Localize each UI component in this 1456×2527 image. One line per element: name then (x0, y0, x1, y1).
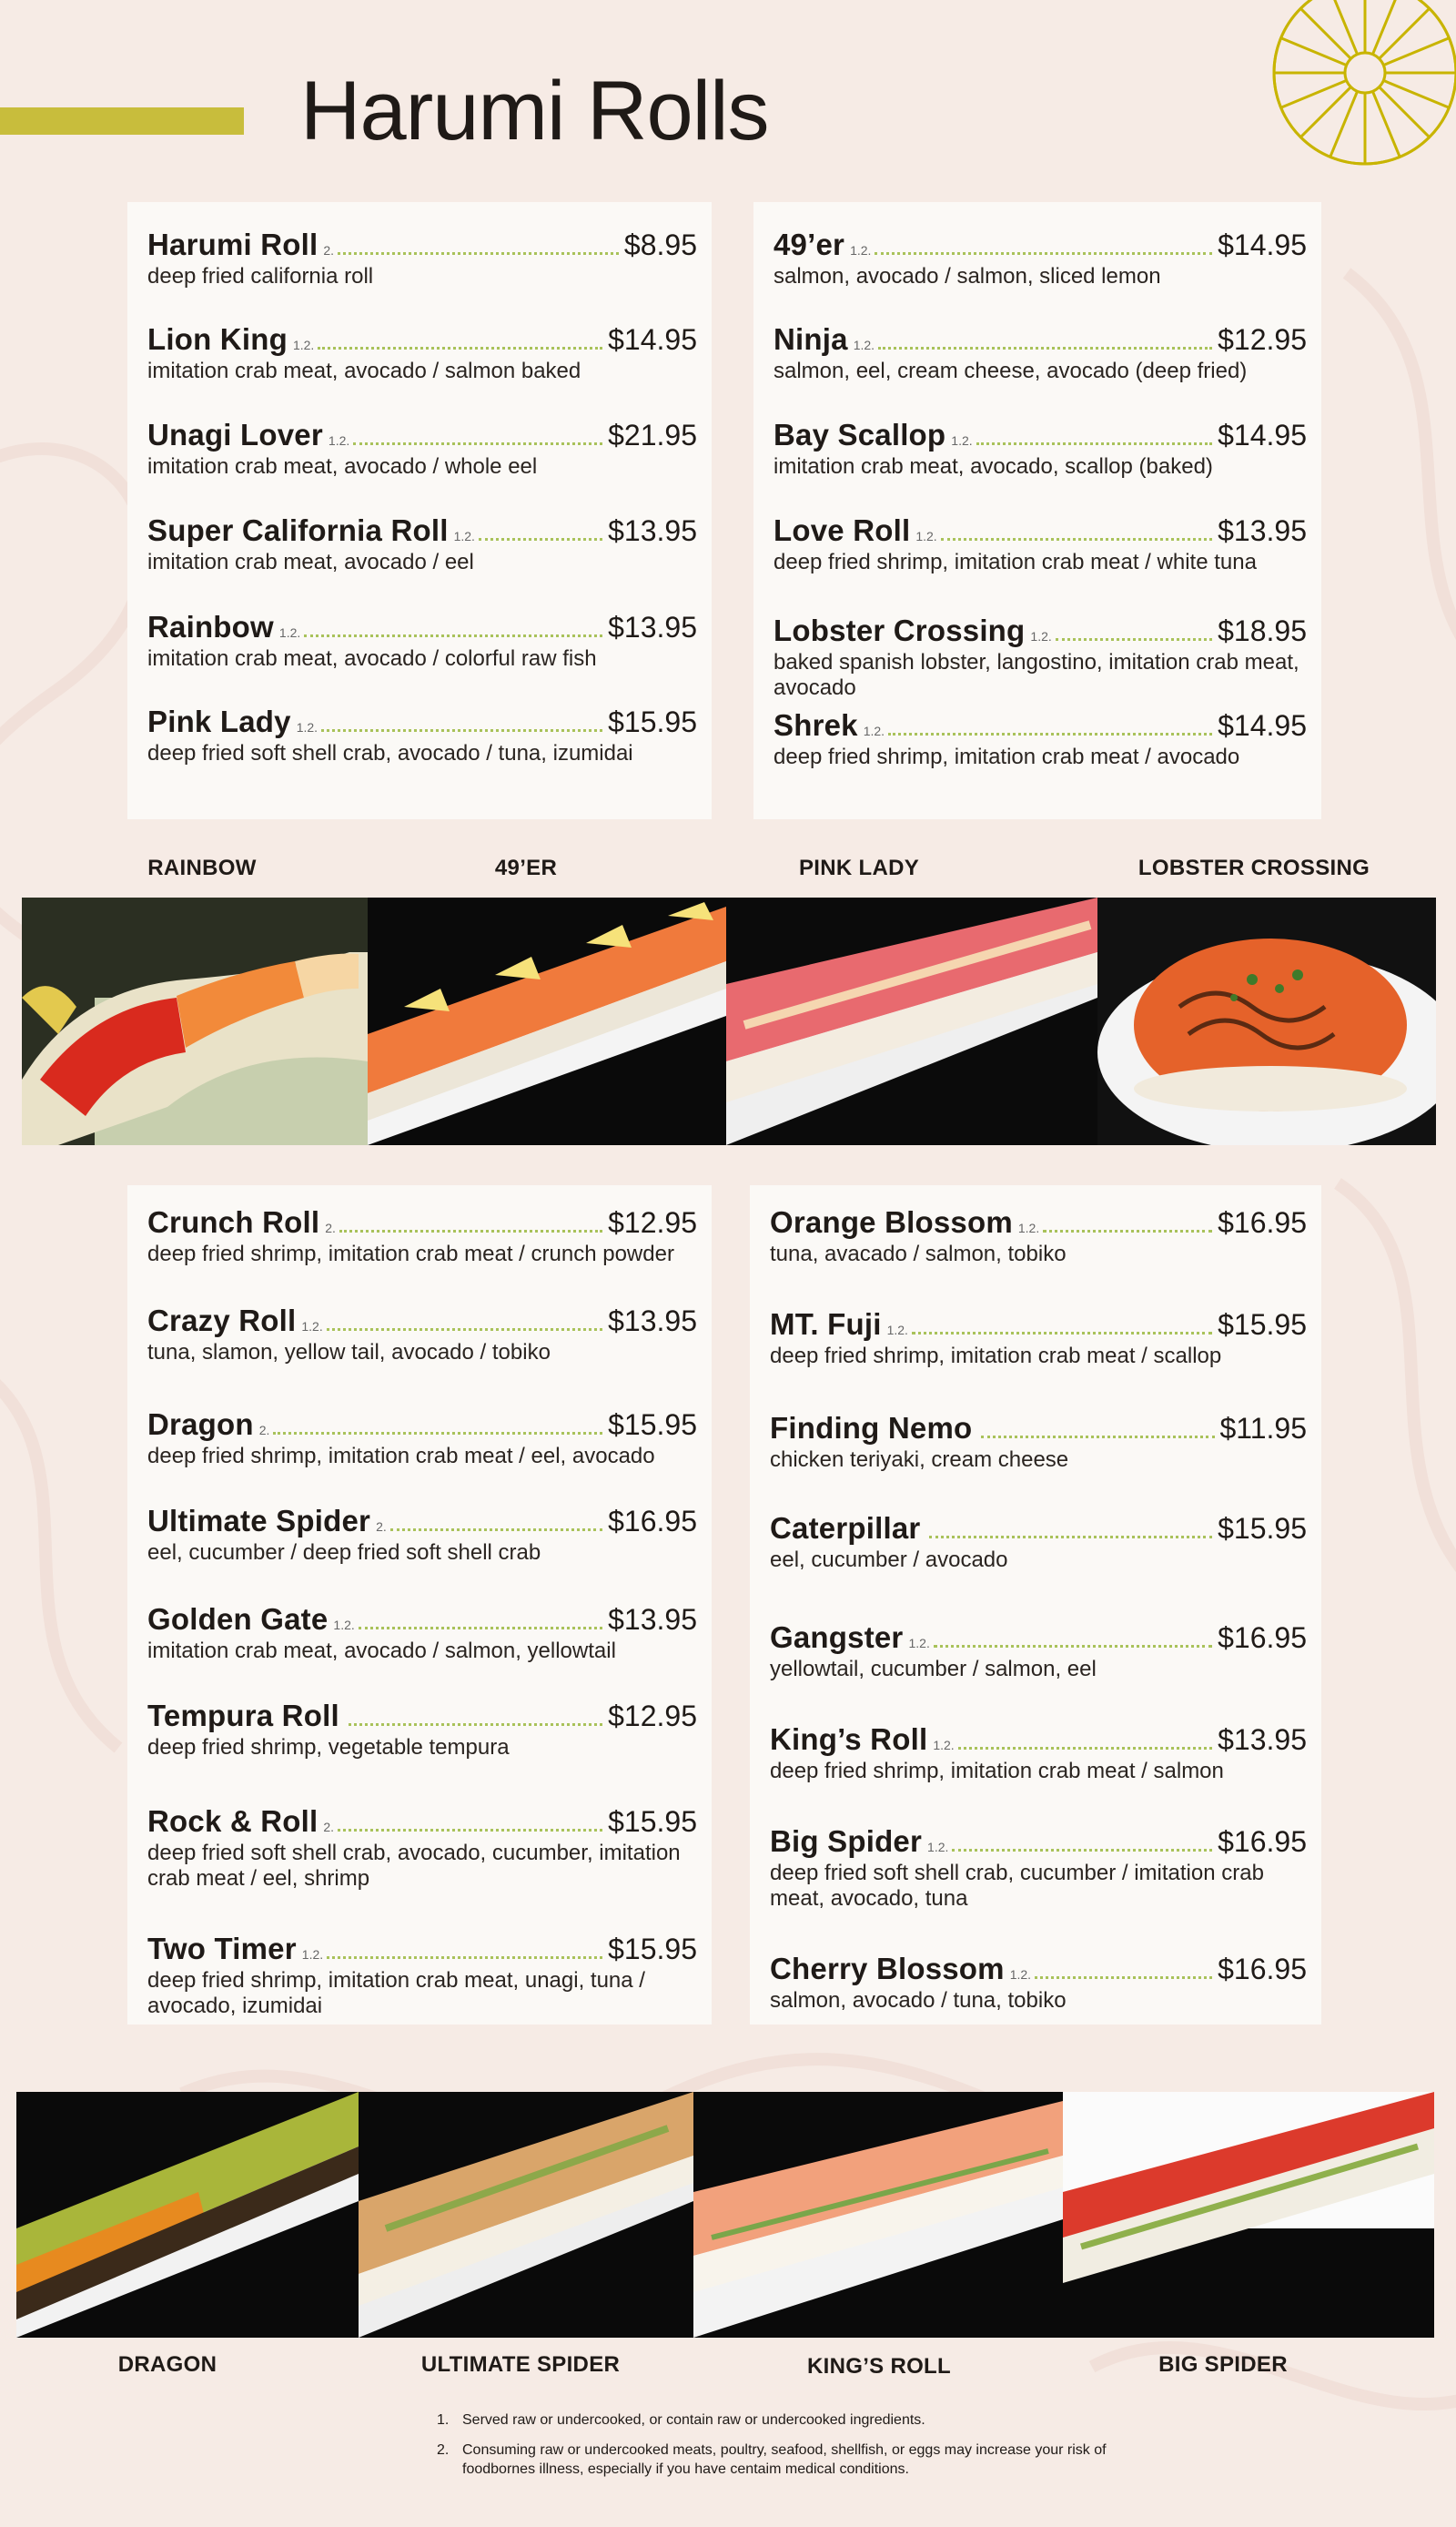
menu-item-header (770, 1511, 1307, 1546)
petal-arc (1300, 137, 1330, 157)
dotted-leader (338, 1829, 602, 1832)
menu-item-49er (774, 228, 1307, 289)
petal-arc (1400, 0, 1429, 8)
menu-item-note: 1.2. (933, 1738, 955, 1752)
menu-item-header (774, 513, 1307, 548)
menu-item-name: King’s Roll (770, 1722, 928, 1756)
menu-item-note: 1.2. (850, 243, 872, 258)
menu-item-header (147, 1304, 697, 1338)
menu-item-description: deep fried soft shell crab, avocado / tuna, izumidai (147, 741, 633, 766)
menu-item-name: 49’er (774, 228, 845, 261)
menu-item-rock-and-roll (147, 1804, 697, 1892)
menu-item-price: $15.95 (608, 1805, 697, 1838)
menu-item-pink-lady (147, 705, 697, 766)
petal-line (1383, 80, 1449, 107)
menu-item-header (770, 1824, 1307, 1859)
menu-item-name: Super California Roll (147, 513, 449, 547)
photo-kings-roll (693, 2092, 1063, 2338)
menu-item-name: Crazy Roll (147, 1304, 297, 1337)
menu-item-note: 1.2. (908, 1636, 930, 1650)
menu-item-tempura-roll (147, 1699, 697, 1761)
menu-item-price: $15.95 (608, 705, 697, 738)
menu-item-name: Cherry Blossom (770, 1952, 1005, 1985)
menu-item-cherry-blossom (770, 1952, 1307, 2014)
menu-item-price: $15.95 (608, 1933, 697, 1965)
dotted-leader (1056, 638, 1212, 641)
dotted-leader (976, 442, 1212, 445)
menu-item-price: $21.95 (608, 419, 697, 452)
menu-item-price: $11.95 (1219, 1412, 1307, 1445)
dotted-leader (339, 1230, 602, 1233)
menu-item-price: $15.95 (608, 1408, 697, 1441)
menu-item-price: $16.95 (1218, 1206, 1307, 1239)
footnote (437, 2441, 1128, 2479)
menu-item-name: Crunch Roll (147, 1205, 320, 1239)
menu-item-description: imitation crab meat, avocado / colorful raw fish (147, 646, 597, 671)
menu-item-description: deep fried soft shell crab, avocado, cucumber, imitation crab meat / eel, shrimp (147, 1841, 681, 1891)
menu-item-rainbow (147, 610, 697, 672)
footnote (437, 2410, 1128, 2430)
dotted-leader (479, 538, 602, 541)
petal-arc (1274, 73, 1281, 107)
menu-item-description: deep fried shrimp, imitation crab meat / eel, avocado (147, 1444, 655, 1468)
petal-arc (1430, 8, 1450, 37)
menu-item-name: Dragon (147, 1407, 254, 1441)
menu-item-header (774, 322, 1307, 357)
menu-item-description: tuna, slamon, yellow tail, avocado / tobiko (147, 1340, 551, 1365)
petal-line (1380, 87, 1430, 137)
menu-item-note: 2. (323, 243, 335, 258)
menu-item-note: 1.2. (1009, 1967, 1032, 1982)
menu-item-description: deep fried california roll (147, 264, 374, 289)
menu-item-two-timer (147, 1932, 697, 2019)
dotted-leader (1043, 1230, 1212, 1233)
photo-lobster-crossing-roll (1097, 898, 1436, 1145)
menu-item-header (774, 708, 1307, 743)
dotted-leader (1035, 1976, 1212, 1979)
menu-item-price: $12.95 (608, 1700, 697, 1732)
menu-item-description: deep fried shrimp, imitation crab meat / scallop (770, 1344, 1222, 1368)
menu-item-mt-fuji (770, 1307, 1307, 1369)
menu-item-gangster (770, 1620, 1307, 1682)
dotted-leader (327, 1328, 602, 1331)
dotted-leader (952, 1849, 1212, 1852)
menu-item-price: $8.95 (623, 228, 697, 261)
menu-item-price: $13.95 (608, 611, 697, 644)
menu-item-note: 1.2. (301, 1319, 323, 1334)
petal-arc (1274, 38, 1281, 73)
menu-item-header (147, 1205, 697, 1240)
menu-item-price: $14.95 (1218, 228, 1307, 261)
menu-item-note: 1.2. (1017, 1221, 1040, 1235)
menu-item-name: Orange Blossom (770, 1205, 1013, 1239)
petal-line (1281, 38, 1347, 66)
menu-item-name: Rainbow (147, 610, 274, 644)
menu-item-price: $14.95 (1218, 419, 1307, 452)
footnote-number: 2. (437, 2442, 450, 2458)
menu-item-description: deep fried soft shell crab, cucumber / imitation crab meat, avocado, tuna (770, 1861, 1264, 1911)
menu-item-golden-gate (147, 1602, 697, 1664)
menu-item-header (147, 705, 697, 739)
menu-item-header (770, 1620, 1307, 1655)
menu-item-description: baked spanish lobster, langostino, imitation crab meat, avocado (774, 650, 1299, 700)
dotted-leader (318, 347, 602, 350)
dotted-leader (353, 442, 602, 445)
menu-item-love-roll (774, 513, 1307, 575)
menu-item-price: $14.95 (608, 323, 697, 356)
menu-item-lion-king (147, 322, 697, 384)
menu-item-header (770, 1205, 1307, 1240)
menu-item-name: Gangster (770, 1620, 904, 1654)
photo-dragon-roll (16, 2092, 359, 2338)
menu-item-price: $18.95 (1218, 614, 1307, 647)
dotted-leader (888, 733, 1212, 736)
menu-item-ultimate-spider (147, 1504, 697, 1566)
menu-item-price: $12.95 (1218, 323, 1307, 356)
petal-arc (1281, 8, 1301, 37)
menu-item-kings-roll (770, 1722, 1307, 1784)
menu-item-name: Finding Nemo (770, 1411, 973, 1445)
photo-49er-roll (368, 898, 726, 1145)
menu-item-price: $13.95 (608, 514, 697, 547)
photo-big-spider-roll (1063, 2092, 1434, 2338)
menu-item-header (147, 322, 697, 357)
menu-item-price: $13.95 (1218, 514, 1307, 547)
photo-rainbow-roll (22, 898, 368, 1145)
footnote-number: 1. (437, 2412, 450, 2428)
menu-item-name: Two Timer (147, 1932, 297, 1965)
petal-arc (1400, 137, 1429, 157)
dotted-leader (321, 729, 602, 732)
menu-item-note: 1.2. (1030, 629, 1052, 644)
menu-item-name: Lobster Crossing (774, 614, 1026, 647)
menu-item-note: 2. (376, 1519, 387, 1534)
menu-item-description: yellowtail, cucumber / salmon, eel (770, 1657, 1097, 1681)
petal-arc (1365, 157, 1400, 164)
menu-item-header (147, 228, 697, 262)
petal-arc (1430, 107, 1450, 137)
petal-arc (1300, 0, 1330, 8)
menu-item-price: $14.95 (1218, 709, 1307, 742)
menu-item-orange-blossom (770, 1205, 1307, 1267)
menu-item-description: eel, cucumber / deep fried soft shell crab (147, 1540, 541, 1565)
photo-pink-lady-roll (726, 898, 1097, 1145)
dotted-leader (958, 1747, 1212, 1750)
menu-item-header (147, 1699, 697, 1733)
petal-arc (1449, 73, 1456, 107)
menu-item-name: Rock & Roll (147, 1804, 318, 1838)
dotted-leader (875, 252, 1212, 255)
dotted-leader (327, 1956, 602, 1959)
menu-item-name: Golden Gate (147, 1602, 329, 1636)
photo-label-rainbow: RAINBOW (147, 856, 257, 880)
menu-item-price: $16.95 (1218, 1825, 1307, 1858)
menu-item-description: deep fried shrimp, imitation crab meat / crunch powder (147, 1242, 674, 1266)
menu-item-note: 1.2. (292, 338, 315, 352)
dotted-leader (349, 1723, 602, 1726)
menu-item-note: 1.2. (863, 724, 885, 738)
menu-item-header (147, 610, 697, 644)
menu-item-name: Ninja (774, 322, 848, 356)
menu-item-price: $15.95 (1218, 1308, 1307, 1341)
menu-item-description: salmon, avocado / tuna, tobiko (770, 1988, 1067, 2013)
menu-item-crunch-roll (147, 1205, 697, 1267)
menu-item-header (147, 1602, 697, 1637)
menu-item-name: Shrek (774, 708, 858, 742)
menu-item-price: $13.95 (608, 1304, 697, 1337)
photo-label-kings-roll: KING’S ROLL (807, 2354, 951, 2379)
menu-item-note: 1.2. (853, 338, 875, 352)
menu-item-lobster-crossing (774, 614, 1307, 701)
menu-item-note: 2. (325, 1221, 336, 1235)
menu-item-description: salmon, avocado / salmon, sliced lemon (774, 264, 1161, 289)
menu-item-header (147, 418, 697, 452)
menu-card-bottom-left (127, 1185, 712, 2025)
menu-item-dragon (147, 1407, 697, 1469)
menu-item-description: deep fried shrimp, imitation crab meat / salmon (770, 1759, 1224, 1783)
photo-label-ultimate-spider: ULTIMATE SPIDER (420, 2352, 621, 2377)
menu-item-description: imitation crab meat, avocado / whole eel (147, 454, 538, 479)
menu-item-description: tuna, avacado / salmon, tobiko (770, 1242, 1067, 1266)
dotted-leader (941, 538, 1212, 541)
menu-card-top-right (753, 202, 1321, 819)
chrysanthemum-icon (1230, 0, 1456, 200)
petal-line (1281, 80, 1347, 107)
menu-item-unagi-lover (147, 418, 697, 480)
menu-item-note: 1.2. (927, 1840, 949, 1854)
page-title: Harumi Rolls (300, 65, 769, 157)
menu-item-note: 1.2. (296, 720, 318, 735)
menu-item-name: Tempura Roll (147, 1699, 339, 1732)
menu-item-note: 1.2. (915, 529, 937, 543)
petal-arc (1281, 107, 1301, 137)
menu-item-ninja (774, 322, 1307, 384)
menu-item-name: Lion King (147, 322, 288, 356)
photo-label-pink-lady: PINK LADY (798, 856, 920, 880)
menu-item-bay-scallop (774, 418, 1307, 480)
menu-item-note: 1.2. (301, 1947, 324, 1962)
menu-item-description: imitation crab meat, avocado / salmon baked (147, 359, 581, 383)
menu-item-note: 1.2. (333, 1618, 355, 1632)
menu-card-top-left (127, 202, 712, 819)
petal-line (1372, 0, 1400, 55)
menu-item-description: deep fried shrimp, imitation crab meat, unagi, tuna / avocado, izumidai (147, 1968, 645, 2018)
menu-item-price: $16.95 (608, 1505, 697, 1538)
menu-item-name: MT. Fuji (770, 1307, 882, 1341)
petal-line (1383, 38, 1449, 66)
menu-item-description: salmon, eel, cream cheese, avocado (deep fried) (774, 359, 1248, 383)
menu-item-price: $13.95 (1218, 1723, 1307, 1756)
menu-item-price: $15.95 (1218, 1512, 1307, 1545)
petal-line (1330, 0, 1358, 55)
dotted-leader (878, 347, 1212, 350)
footnote-text: Served raw or undercooked, or contain raw or undercooked ingredients. (462, 2412, 925, 2428)
menu-item-header (770, 1952, 1307, 1986)
dotted-leader (912, 1332, 1212, 1335)
menu-item-header (770, 1307, 1307, 1342)
menu-item-description: chicken teriyaki, cream cheese (770, 1447, 1069, 1472)
photo-label-lobster-crossing: LOBSTER CROSSING (1138, 856, 1370, 880)
dotted-leader (390, 1528, 602, 1531)
petal-line (1300, 87, 1350, 137)
menu-item-big-spider (770, 1824, 1307, 1912)
menu-item-name: Love Roll (774, 513, 911, 547)
title-accent-bar (0, 107, 244, 135)
menu-item-name: Ultimate Spider (147, 1504, 371, 1538)
menu-item-description: deep fried shrimp, imitation crab meat / avocado (774, 745, 1240, 769)
menu-item-note: 1.2. (453, 529, 475, 543)
dotted-leader (934, 1645, 1212, 1648)
menu-item-description: deep fried shrimp, imitation crab meat / white tuna (774, 550, 1257, 574)
menu-item-name: Unagi Lover (147, 418, 323, 452)
dotted-leader (359, 1627, 602, 1629)
menu-item-header (147, 1932, 697, 1966)
dotted-leader (929, 1536, 1212, 1538)
menu-item-header (147, 1504, 697, 1538)
menu-item-price: $12.95 (608, 1206, 697, 1239)
menu-card-bottom-right (750, 1185, 1321, 2025)
petal-line (1330, 91, 1358, 157)
menu-item-description: imitation crab meat, avocado / salmon, yellowtail (147, 1639, 616, 1663)
menu-item-shrek (774, 708, 1307, 770)
petal-arc (1330, 157, 1365, 164)
dotted-leader (273, 1432, 602, 1435)
petal-line (1380, 8, 1430, 58)
photo-label-big-spider: BIG SPIDER (1158, 2352, 1288, 2377)
menu-item-harumi-roll (147, 228, 697, 289)
menu-item-header (774, 614, 1307, 648)
menu-item-name: Pink Lady (147, 705, 291, 738)
dotted-leader (304, 634, 602, 637)
menu-item-description: deep fried shrimp, vegetable tempura (147, 1735, 510, 1760)
menu-item-header (147, 1804, 697, 1839)
photo-ultimate-spider-roll (359, 2092, 693, 2338)
menu-item-header (770, 1411, 1307, 1446)
menu-item-name: Big Spider (770, 1824, 923, 1858)
menu-item-header (147, 513, 697, 548)
dotted-leader (338, 252, 619, 255)
menu-item-price: $16.95 (1218, 1621, 1307, 1654)
petal-line (1372, 91, 1400, 157)
footnotes (437, 2410, 1128, 2490)
menu-item-note: 2. (323, 1820, 335, 1834)
footnote-text: Consuming raw or undercooked meats, poultry, seafood, shellfish, or eggs may increase your risk of foodbornes illness, especially if you have centaim medical conditions. (462, 2442, 1107, 2477)
menu-item-crazy-roll (147, 1304, 697, 1365)
menu-item-header (774, 418, 1307, 452)
menu-item-header (774, 228, 1307, 262)
menu-item-name: Caterpillar (770, 1511, 921, 1545)
menu-item-note: 1.2. (278, 625, 301, 640)
menu-item-name: Bay Scallop (774, 418, 946, 452)
photo-label-49er: 49’ER (494, 856, 558, 880)
menu-item-note: 2. (258, 1423, 270, 1437)
menu-item-note: 1.2. (328, 433, 350, 448)
petal-arc (1449, 38, 1456, 73)
menu-item-finding-nemo (770, 1411, 1307, 1473)
dotted-leader (981, 1436, 1214, 1438)
menu-item-price: $13.95 (608, 1603, 697, 1636)
menu-item-name: Harumi Roll (147, 228, 318, 261)
menu-item-price: $16.95 (1218, 1953, 1307, 1985)
menu-item-description: imitation crab meat, avocado, scallop (baked) (774, 454, 1213, 479)
menu-item-caterpillar (770, 1511, 1307, 1573)
menu-item-header (147, 1407, 697, 1442)
menu-item-description: imitation crab meat, avocado / eel (147, 550, 474, 574)
menu-item-header (770, 1722, 1307, 1757)
photo-label-dragon: DRAGON (117, 2352, 217, 2377)
petal-line (1300, 8, 1350, 58)
menu-item-description: eel, cucumber / avocado (770, 1548, 1008, 1572)
menu-item-note: 1.2. (886, 1323, 908, 1337)
menu-item-note: 1.2. (951, 433, 973, 448)
menu-item-super-california-roll (147, 513, 697, 575)
